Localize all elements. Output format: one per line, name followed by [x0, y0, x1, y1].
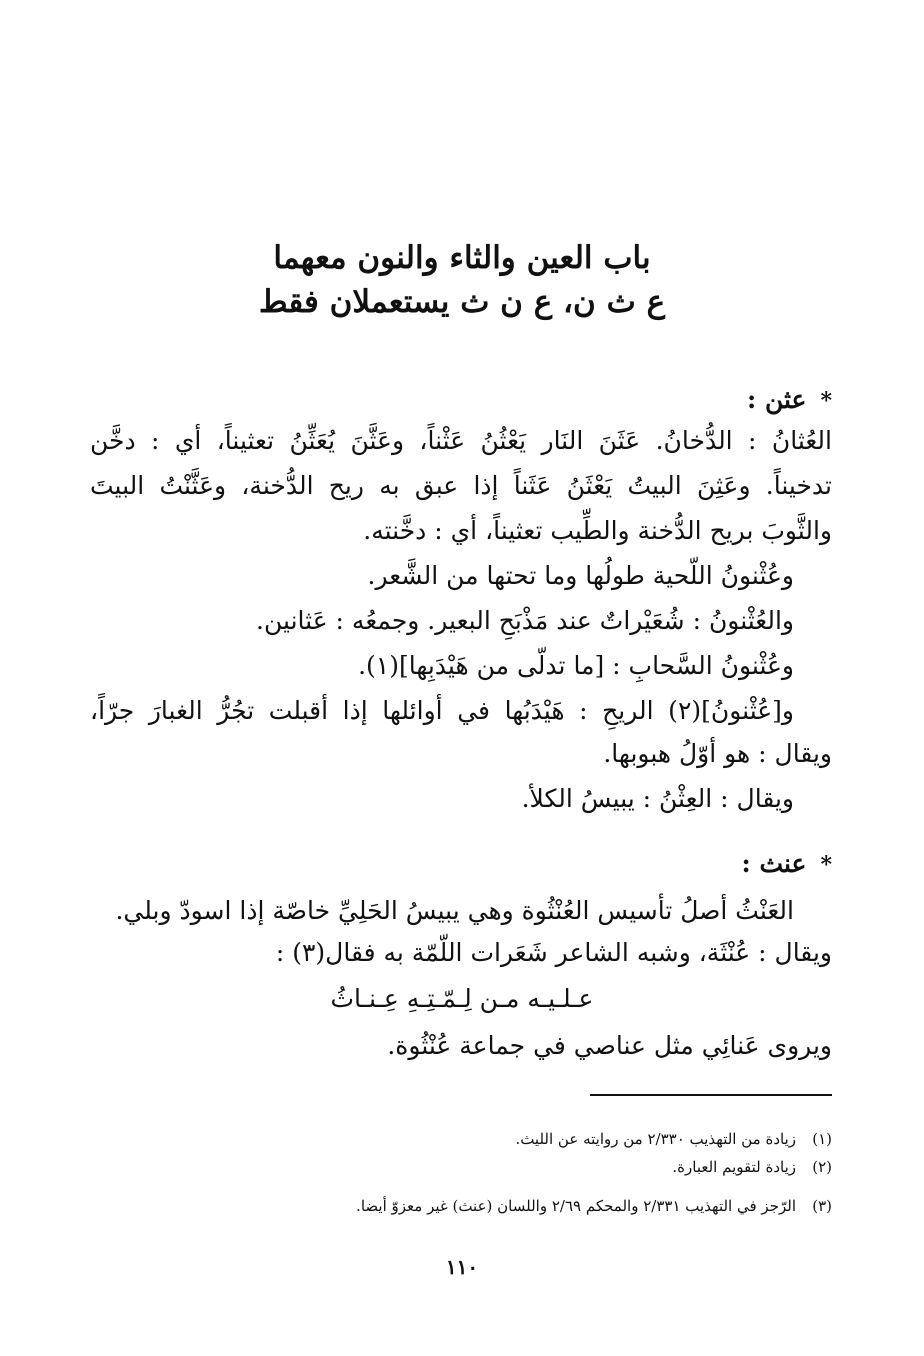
asterisk-icon: *	[820, 852, 832, 878]
entry-section-2-after	[90, 1028, 832, 1064]
verse-line: عـلـيـه مـن لِـمّـتِـهِ عِـنـاثُ	[330, 984, 594, 1013]
chapter-subtitle: ع ث ن، ع ن ث يستعملان فقط	[258, 284, 666, 320]
footnote-text: زيادة من التهذيب ٢/٣٣٠ من روايته عن الليث.	[515, 1130, 796, 1148]
footnote-divider	[590, 1094, 832, 1096]
footnote-1	[90, 1127, 832, 1151]
text-line: وعُثْنونُ السَّحابِ : [ما تدلّى من هَيْدَبِها](١).	[358, 651, 794, 680]
text-line: ويقال : العِثْنُ : يبيسُ الكلأ.	[521, 784, 794, 813]
text-line: والثَّوبَ بريح الدُّخنة والطِّيب تعثيناً، أي : دخَّنته.	[363, 516, 832, 545]
text-line: تدخيناً. وعَثِنَ البيتُ يَعْثَنُ عَثَناً إذا عبق به ريح الدُّخنة، وعَثَّنْتُ البيتَ	[90, 471, 832, 500]
footnote-text: الرّجز في التهذيب ٢/٣٣١ والمحكم ٢/٦٩ واللسان (عنث) غير معزوّ أيضا.	[356, 1197, 796, 1215]
chapter-title: باب العين والثاء والنون معهما	[273, 240, 651, 276]
text-line: العَنْثُ أصلُ تأسيس العُنْثُوة وهي يبيسُ الحَلِيِّ خاصّة إذا اسودّ وبلي.	[115, 896, 794, 925]
text-line: والعُثْنونُ : شُعَيْراتٌ عند مَذْبَحِ البعير. وجمعُه : عَثانين.	[256, 606, 794, 635]
footnote-number: (١)	[812, 1130, 832, 1148]
footnote-3	[90, 1194, 832, 1218]
footnote-text: زيادة لتقويم العبارة.	[672, 1158, 796, 1176]
entry-heading-text: عثن :	[747, 385, 807, 414]
entry-section-2	[90, 846, 832, 971]
text-line: العُثانُ : الدُّخانُ. عَثَنَ النَار يَعْثُنُ عَثْناً، وعَثَّنَ يُعَثِّنُ تعثيناً، أي : دخَّن	[90, 426, 832, 455]
page-number: ١١٠	[445, 1255, 479, 1279]
asterisk-icon: *	[820, 388, 832, 414]
entry-section-1	[90, 382, 832, 817]
text-line: ويقال : هو أوّلُ هبوبها.	[603, 739, 832, 768]
text-line: ويقال : عُنْثَة، وشبه الشاعر شَعَرات اللّمّة به فقال(٣) :	[275, 938, 832, 967]
footnote-number: (٣)	[812, 1197, 832, 1215]
text-line: ويروى عَنائِي مثل عناصي في جماعة عُنْثُوة.	[387, 1031, 832, 1060]
entry-heading	[90, 846, 832, 883]
text-line: وعُثْنونُ اللّحية طولُها وما تحتها من الشَّعر.	[367, 561, 794, 590]
footnote-2	[90, 1155, 832, 1179]
entry-heading-text: عنث :	[741, 849, 807, 878]
text-line: و[عُثْنونُ](٢) الريحِ : هَيْدَبُها في أوائلها إذا أقبلت تجُرُّ الغبارَ جرّاً،	[90, 696, 794, 725]
entry-heading	[90, 382, 832, 419]
footnote-number: (٢)	[812, 1158, 832, 1176]
